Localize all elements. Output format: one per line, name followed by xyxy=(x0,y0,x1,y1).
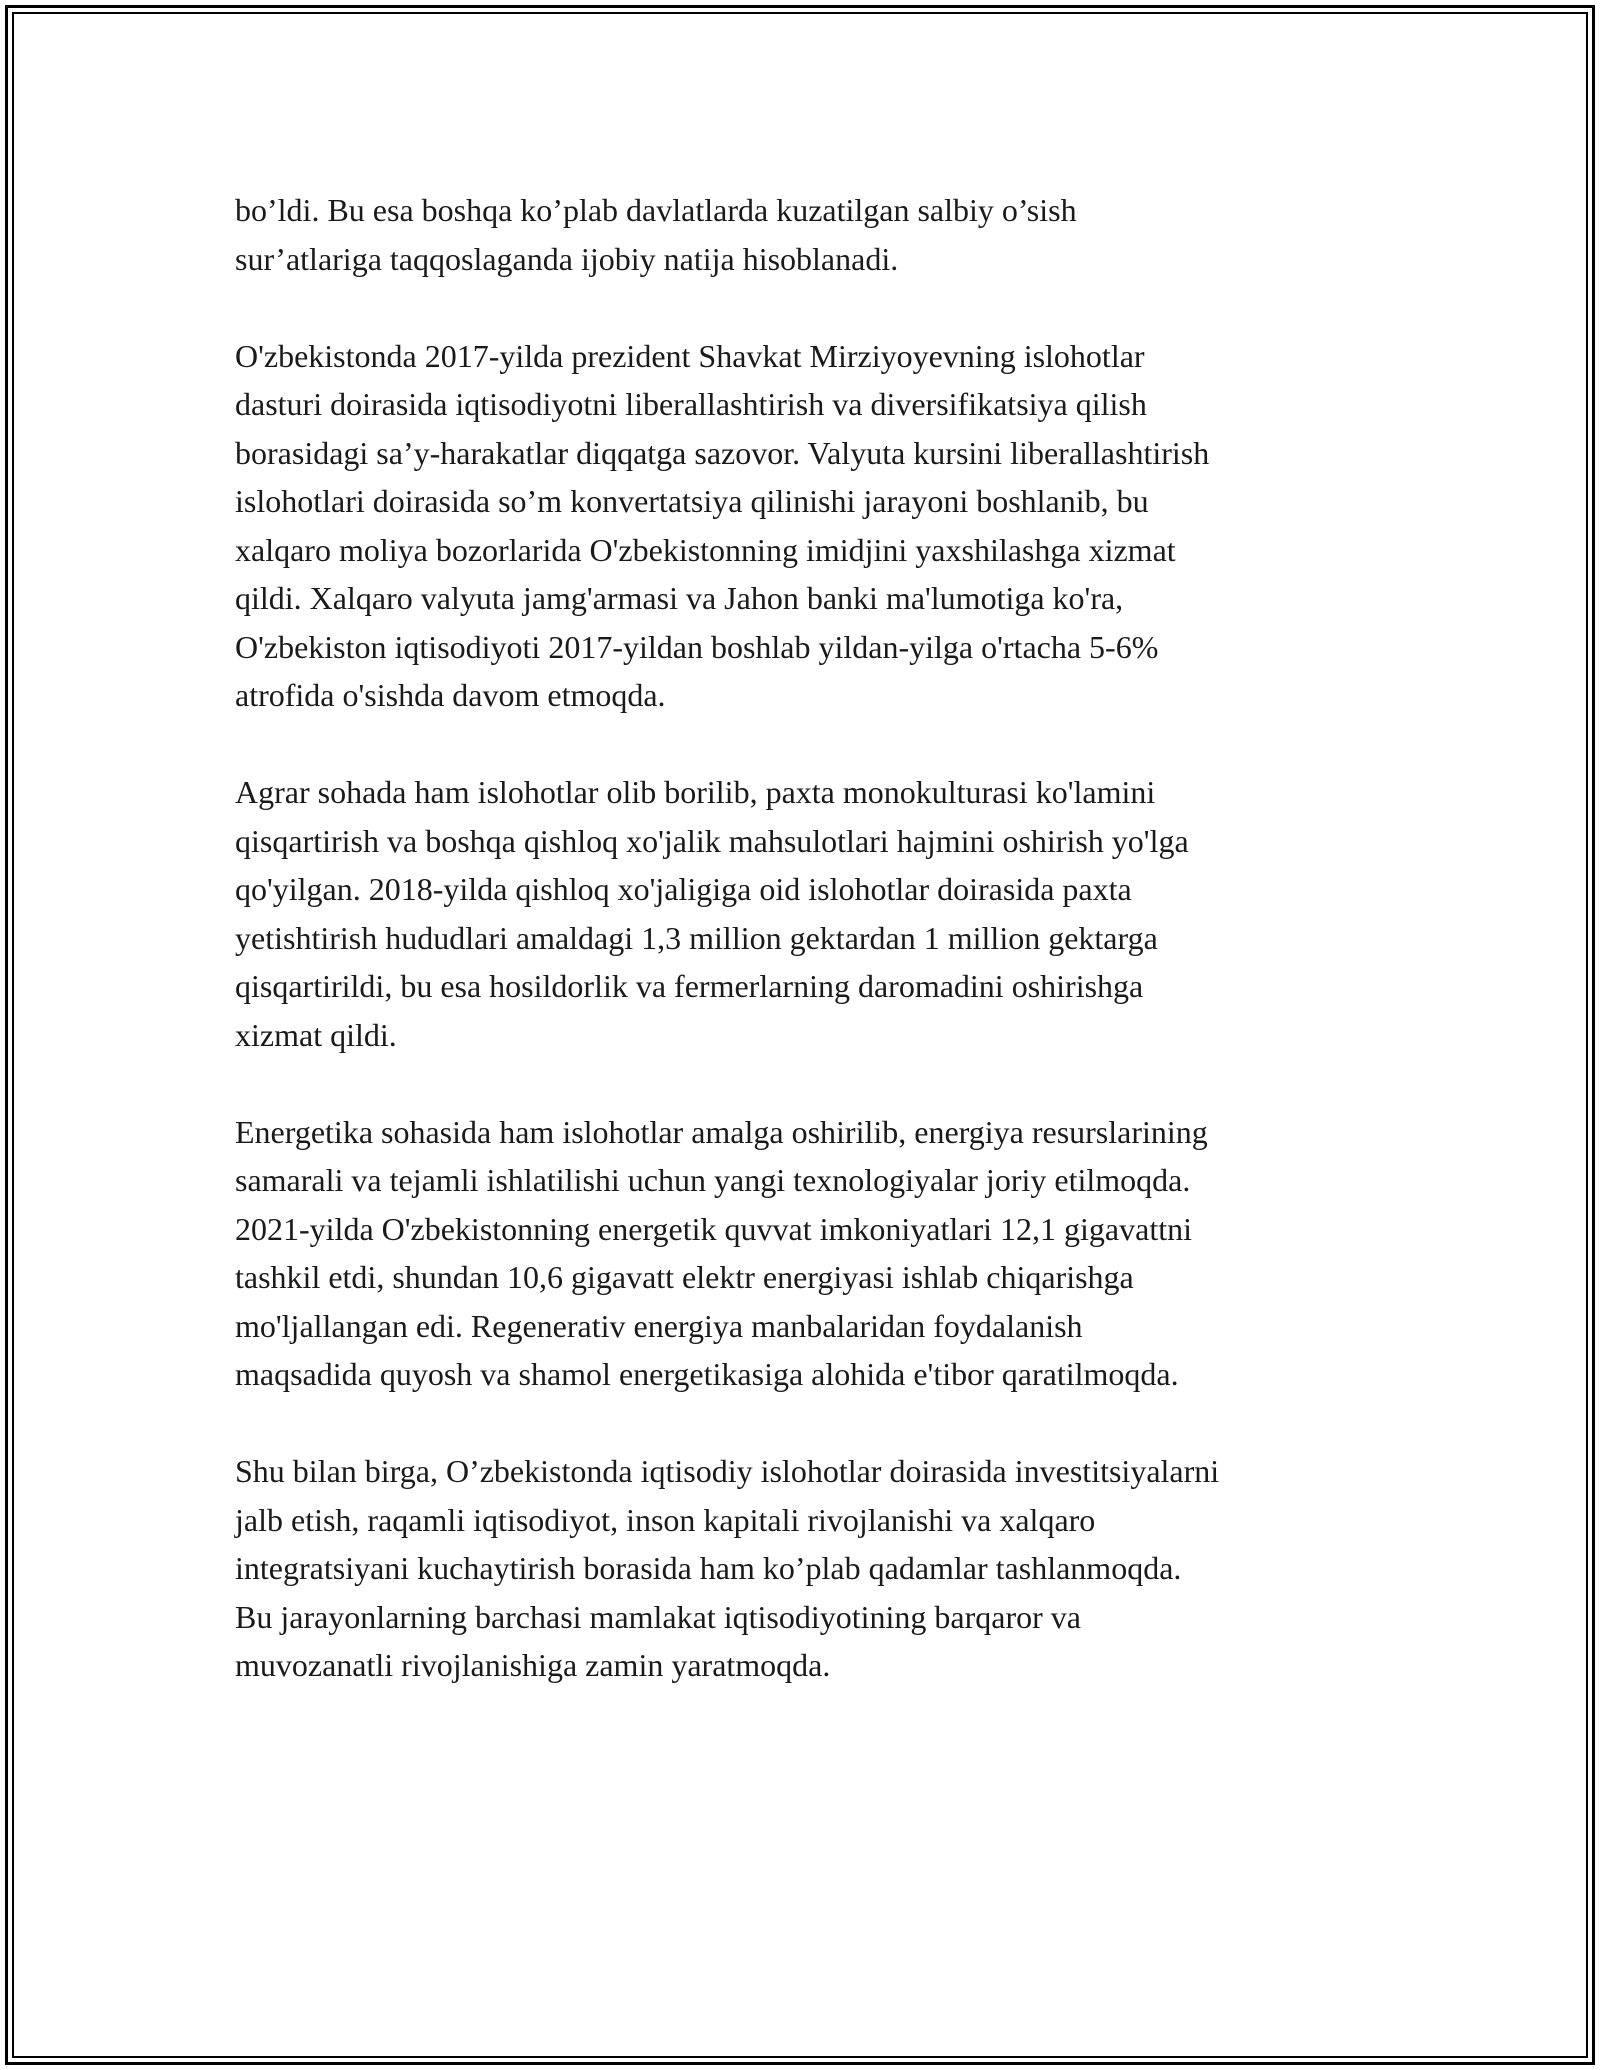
text-line: xizmat qildi. xyxy=(235,1016,397,1053)
text-line: tashkil etdi, shundan 10,6 gigavatt elektr energiyasi ishlab chiqarishga xyxy=(235,1259,1134,1295)
text-line: atrofida o'sishda davom etmoqda. xyxy=(235,677,666,713)
text-line: jalb etish, raqamli iqtisodiyot, inson kapitali rivojlanishi va xalqaro xyxy=(235,1501,1096,1538)
text-line: Agrar sohada ham islohotlar olib borilib, paxta monokulturasi ko'lamini xyxy=(235,774,1156,810)
text-line: xalqaro moliya bozorlarida O'zbekistonning imidjini yaxshilashga xizmat xyxy=(235,531,1176,568)
paragraph xyxy=(235,332,1415,720)
text-line: dasturi doirasida iqtisodiyotni liberallashtirish va diversifikatsiya qilish xyxy=(235,386,1147,422)
text-line: yetishtirish hududlari amaldagi 1,3 million gektardan 1 million gektarga xyxy=(235,919,1158,956)
paragraph xyxy=(235,1108,1415,1399)
document-body xyxy=(235,186,1415,1738)
text-line: samarali va tejamli ishlatilishi uchun yangi texnologiyalar joriy etilmoqda. xyxy=(235,1162,1191,1198)
text-line: qisqartirildi, bu esa hosildorlik va fermerlarning daromadini oshirishga xyxy=(235,968,1144,1004)
text-line: borasidagi sa’y-harakatlar diqqatga sazovor. Valyuta kursini liberallashtirish xyxy=(235,434,1210,471)
text-line: sur’atlariga taqqoslaganda ijobiy natija hisoblanadi. xyxy=(235,240,899,277)
text-line: qo'yilgan. 2018-yilda qishloq xo'jaligiga oid islohotlar doirasida paxta xyxy=(235,871,1132,907)
text-line: Bu jarayonlarning barchasi mamlakat iqtisodiyotining barqaror va xyxy=(235,1598,1081,1635)
text-line: Energetika sohasida ham islohotlar amalga oshirilib, energiya resurslarining xyxy=(235,1113,1208,1150)
text-line: Shu bilan birga, O’zbekistonda iqtisodiy islohotlar doirasida investitsiyalarni xyxy=(235,1453,1220,1489)
text-line: O'zbekistonda 2017-yilda prezident Shavkat Mirziyoyevning islohotlar xyxy=(235,337,1145,374)
text-line: 2021-yilda O'zbekistonning energetik quvvat imkoniyatlari 12,1 gigavattni xyxy=(235,1210,1192,1247)
text-line: maqsadida quyosh va shamol energetikasiga alohida e'tibor qaratilmoqda. xyxy=(235,1356,1179,1392)
paragraph xyxy=(235,186,1415,283)
text-line: qildi. Xalqaro valyuta jamg'armasi va Jahon banki ma'lumotiga ko'ra, xyxy=(235,580,1124,616)
paragraph xyxy=(235,1447,1415,1690)
text-line: integratsiyani kuchaytirish borasida ham ko’plab qadamlar tashlanmoqda. xyxy=(235,1550,1182,1586)
text-line: mo'ljallangan edi. Regenerativ energiya manbalaridan foydalanish xyxy=(235,1307,1083,1344)
text-line: O'zbekiston iqtisodiyoti 2017-yildan boshlab yildan-yilga o'rtacha 5-6% xyxy=(235,628,1159,665)
text-line: muvozanatli rivojlanishiga zamin yaratmoqda. xyxy=(235,1647,831,1683)
text-line: bo’ldi. Bu esa boshqa ko’plab davlatlarda kuzatilgan salbiy o’sish xyxy=(235,192,1077,228)
text-line: islohotlari doirasida so’m konvertatsiya qilinishi jarayoni boshlanib, bu xyxy=(235,483,1149,519)
paragraph xyxy=(235,768,1415,1059)
text-line: qisqartirish va boshqa qishloq xo'jalik mahsulotlari hajmini oshirish yo'lga xyxy=(235,822,1189,859)
